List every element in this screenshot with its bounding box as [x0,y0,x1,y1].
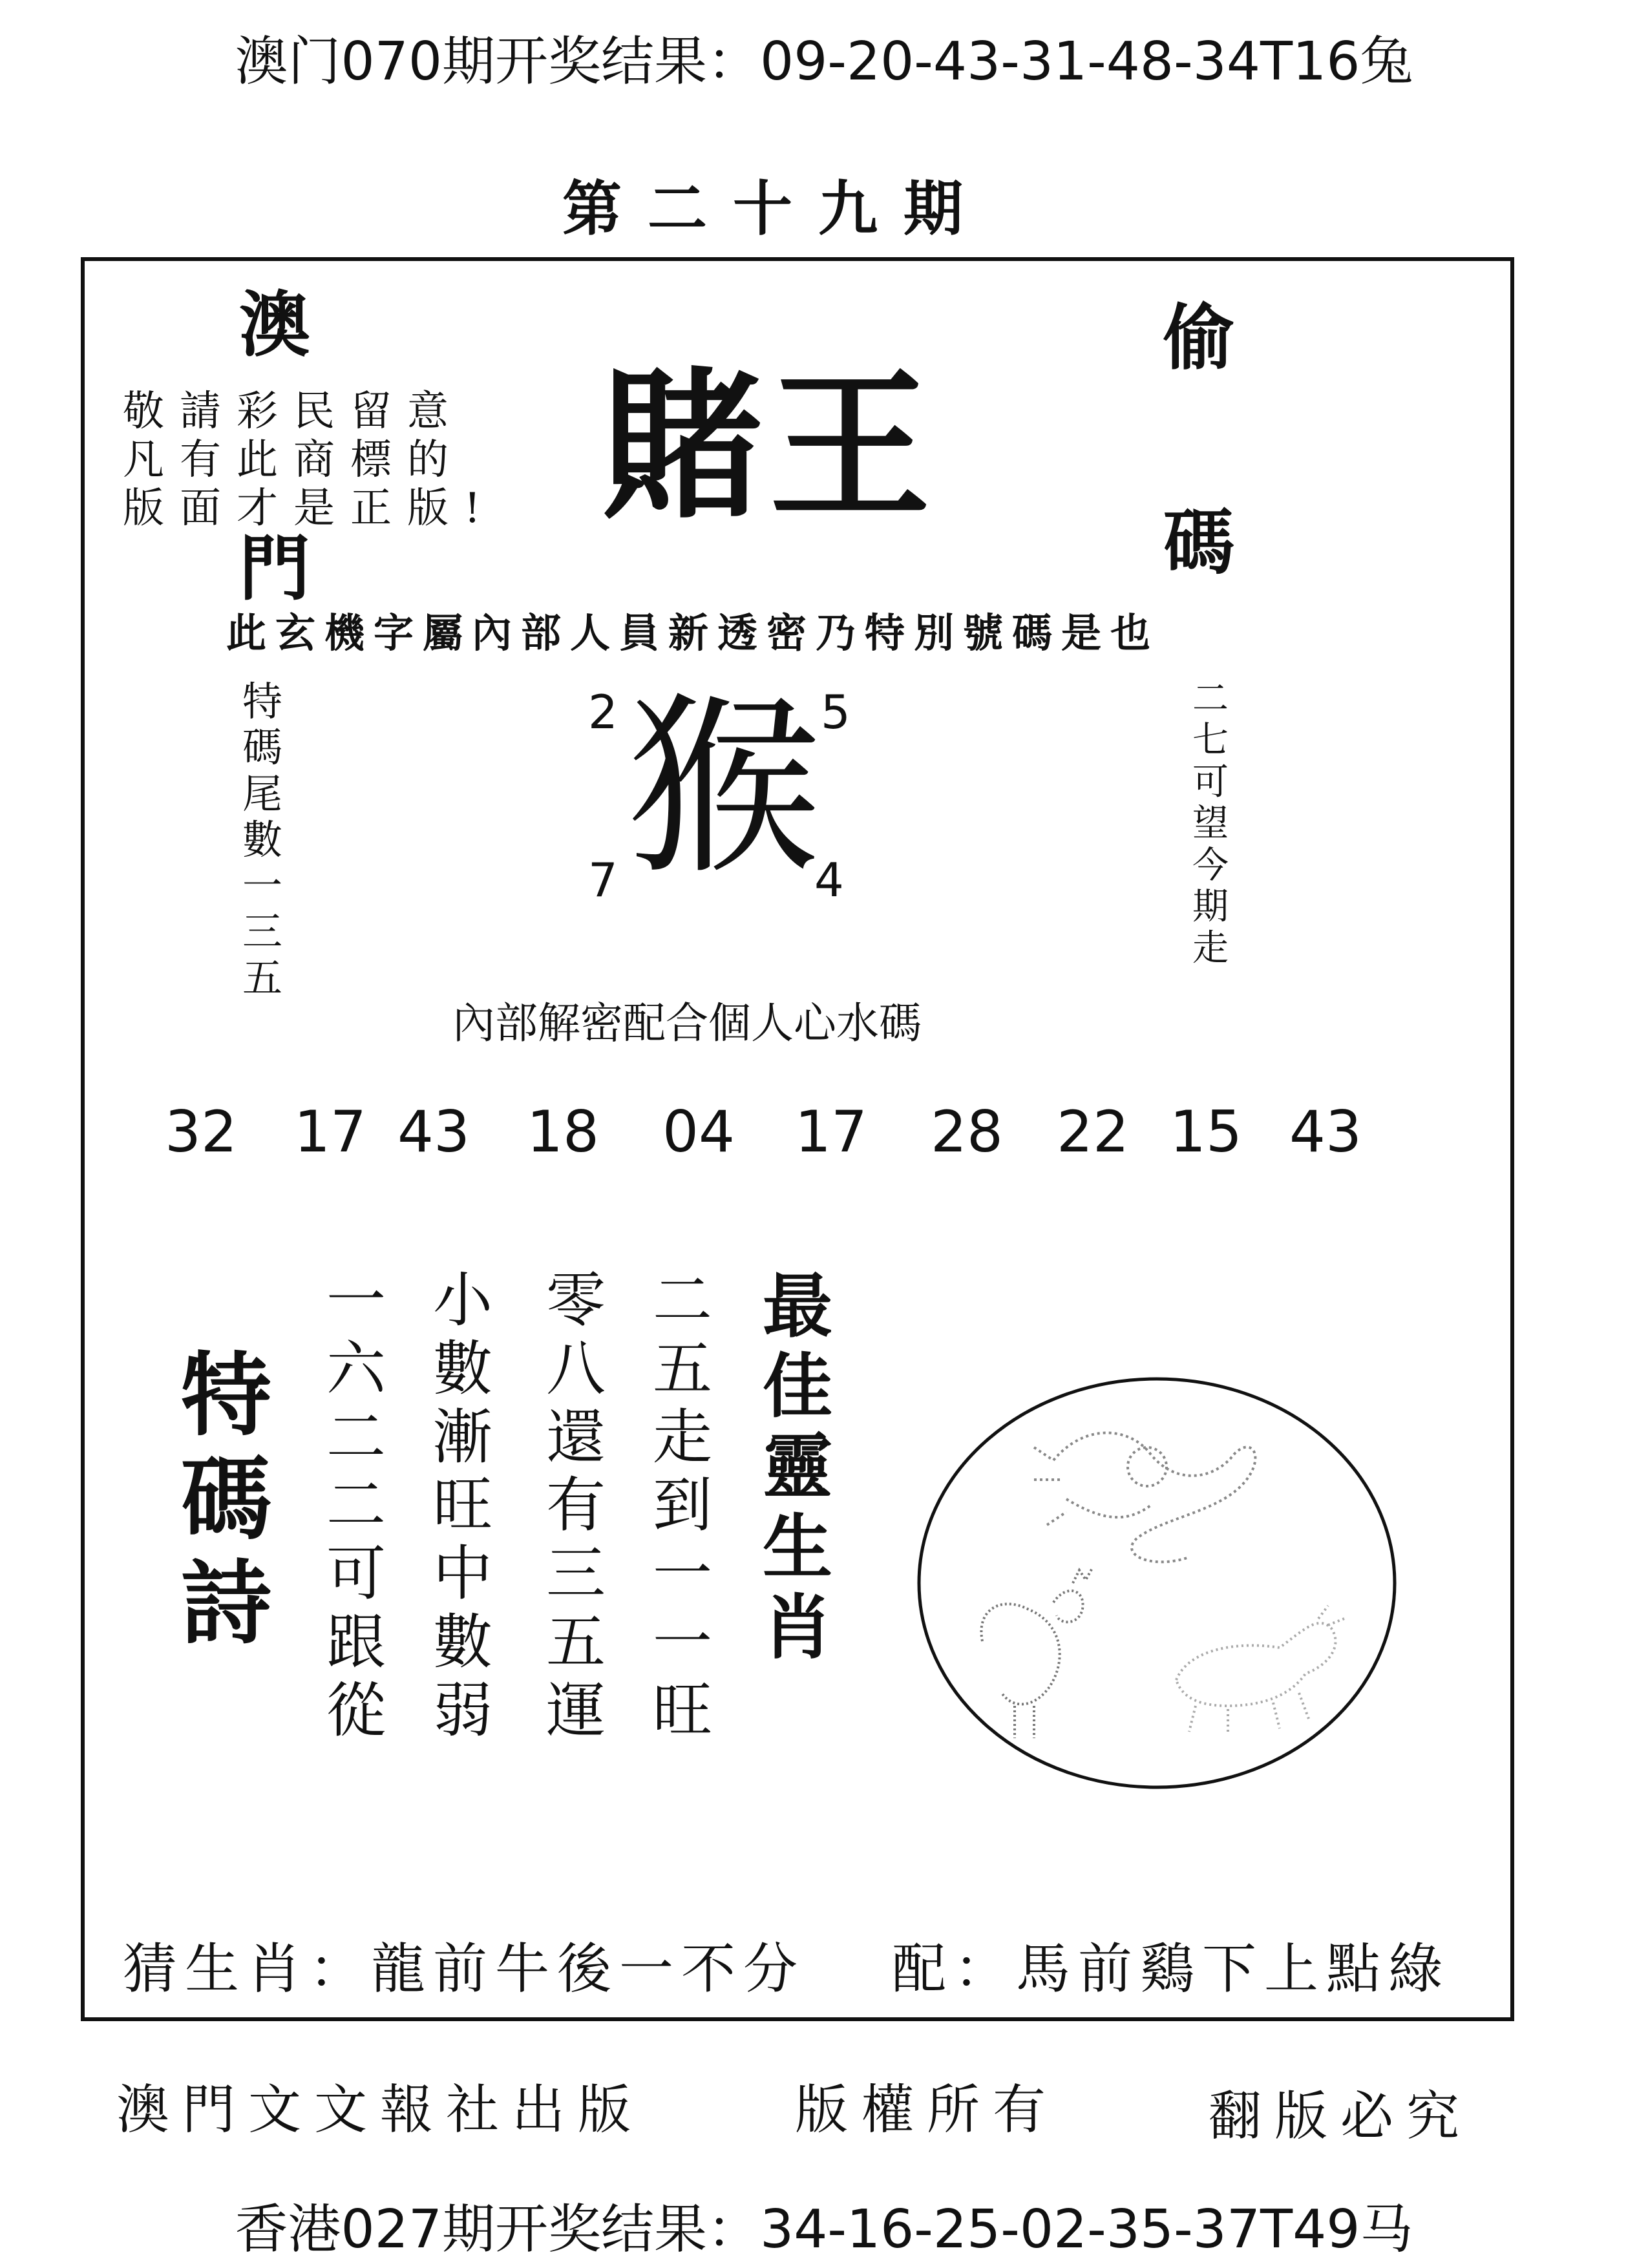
poem-char: 中 [433,1539,493,1609]
poem-char: 二 [326,1471,386,1540]
center-zodiac-block [569,675,866,930]
poem-char: 數 [433,1607,493,1677]
poem-char: 一 [653,1539,713,1609]
best-char: 佳 [763,1346,833,1428]
poem-char: 到 [653,1471,713,1540]
poem-char: 零 [546,1266,606,1335]
number-item: 28 [931,1098,1003,1165]
notice-line: 凡有此商標的 [123,436,464,484]
poem-char: 二 [326,1402,386,1472]
poem-char: 可 [326,1539,386,1609]
poem-column-1 [326,1266,386,1745]
poem-char: 一 [653,1607,713,1677]
notice-line: 版面才是正版! [123,484,496,532]
poem-char: 五 [653,1334,713,1403]
poem-char: 跟 [326,1607,386,1677]
corner-number-tl: 2 [588,685,618,739]
brand-left-char: 澳 [239,283,310,366]
left-note-char: 一 [242,862,283,910]
poem-char: 六 [326,1334,386,1403]
publisher-label: 澳門文文報社出版 [116,2079,644,2141]
poem-char: 小 [433,1266,493,1335]
poem-char: 一 [326,1266,386,1335]
right-note-char: 今 [1192,844,1229,887]
poem-char: 五 [546,1607,606,1677]
number-item: 15 [1170,1098,1242,1165]
number-item: 22 [1057,1098,1129,1165]
best-zodiac-label [763,1266,832,1668]
brand-right-char: 偷 [1163,296,1234,379]
left-note-char: 碼 [242,724,283,772]
right-note-char: 望 [1192,803,1229,845]
brand-left-char: 門 [239,526,310,610]
number-row [0,1098,1648,1176]
number-item: 04 [662,1098,735,1165]
number-item: 17 [294,1098,366,1165]
left-note-char: 三 [242,908,283,956]
poem-char: 走 [653,1402,713,1472]
poem-title-char: 詩 [181,1551,272,1657]
poem-char: 三 [546,1539,606,1609]
anti-piracy-label: 翻版必究 [1209,2086,1473,2147]
best-char: 最 [763,1266,833,1347]
poem-char: 漸 [433,1402,493,1472]
left-note-char: 特 [242,678,283,725]
number-item: 18 [527,1098,599,1165]
number-item: 17 [795,1098,867,1165]
zodiac-illustration [905,1370,1409,1796]
left-note-char: 尾 [242,770,283,817]
right-tip-note [1192,678,1229,970]
poem-char: 有 [546,1471,606,1540]
secret-line: 此玄機字屬內部人員新透密乃特別號碼是也 [226,609,1160,656]
number-item: 43 [397,1098,470,1165]
hk-result-line: 香港027期开奖结果：34-16-25-02-35-37T49马 [235,2199,1413,2260]
zodiac-character: 猴 [627,675,821,901]
poem-char: 數 [433,1334,493,1403]
inner-decode-line: 內部解密配合個人心水碼 [452,998,922,1048]
number-item: 32 [165,1098,237,1165]
poem-char: 從 [326,1675,386,1745]
copyright-label: 版權所有 [795,2079,1059,2141]
best-char: 生 [763,1506,833,1588]
best-char: 肖 [763,1586,833,1668]
poem-char: 八 [546,1334,606,1403]
pairing-line: 配：馬前鷄下上點綠 [892,1937,1451,2000]
poem-char: 旺 [433,1471,493,1540]
right-note-char: 可 [1192,761,1229,803]
poem-char: 旺 [653,1675,713,1745]
left-note-char: 五 [242,954,283,1002]
poem-column-2 [433,1266,492,1745]
corner-number-tr: 5 [821,685,850,739]
poem-char: 還 [546,1402,606,1472]
left-note-char: 數 [242,815,283,863]
right-note-char: 期 [1192,885,1229,928]
ox-icon [1176,1606,1344,1735]
poem-char: 弱 [433,1675,493,1745]
dragon-icon [1034,1433,1255,1562]
corner-number-br: 4 [814,853,844,907]
poem-char: 運 [546,1675,606,1745]
poem-column-4 [653,1266,712,1745]
corner-number-bl: 7 [588,853,618,907]
brand-right-char: 碼 [1163,500,1234,584]
left-tail-note [242,678,282,1001]
number-item: 43 [1289,1098,1362,1165]
trademark-notice [123,388,496,533]
notice-line: 敬請彩民留意 [123,388,464,436]
macau-result-line: 澳门070期开奖结果：09-20-43-31-48-34T16兔 [235,31,1413,92]
poem-title-char: 特 [181,1343,272,1449]
guess-zodiac-line: 猜生肖：龍前牛後一不分 [123,1937,806,2000]
best-char: 靈 [763,1426,833,1508]
right-note-char: 二 [1192,678,1229,720]
issue-label: 第二十九期 [562,174,989,244]
poem-title-char: 碼 [181,1447,272,1553]
brand-title: 賭王 [601,353,937,541]
brand-right-vertical [1163,297,1234,583]
poem-char: 二 [653,1266,713,1335]
right-note-char: 走 [1192,927,1229,970]
poem-column-3 [546,1266,606,1745]
rooster-icon [981,1568,1092,1738]
poem-title [181,1344,271,1656]
right-note-char: 七 [1192,719,1229,762]
